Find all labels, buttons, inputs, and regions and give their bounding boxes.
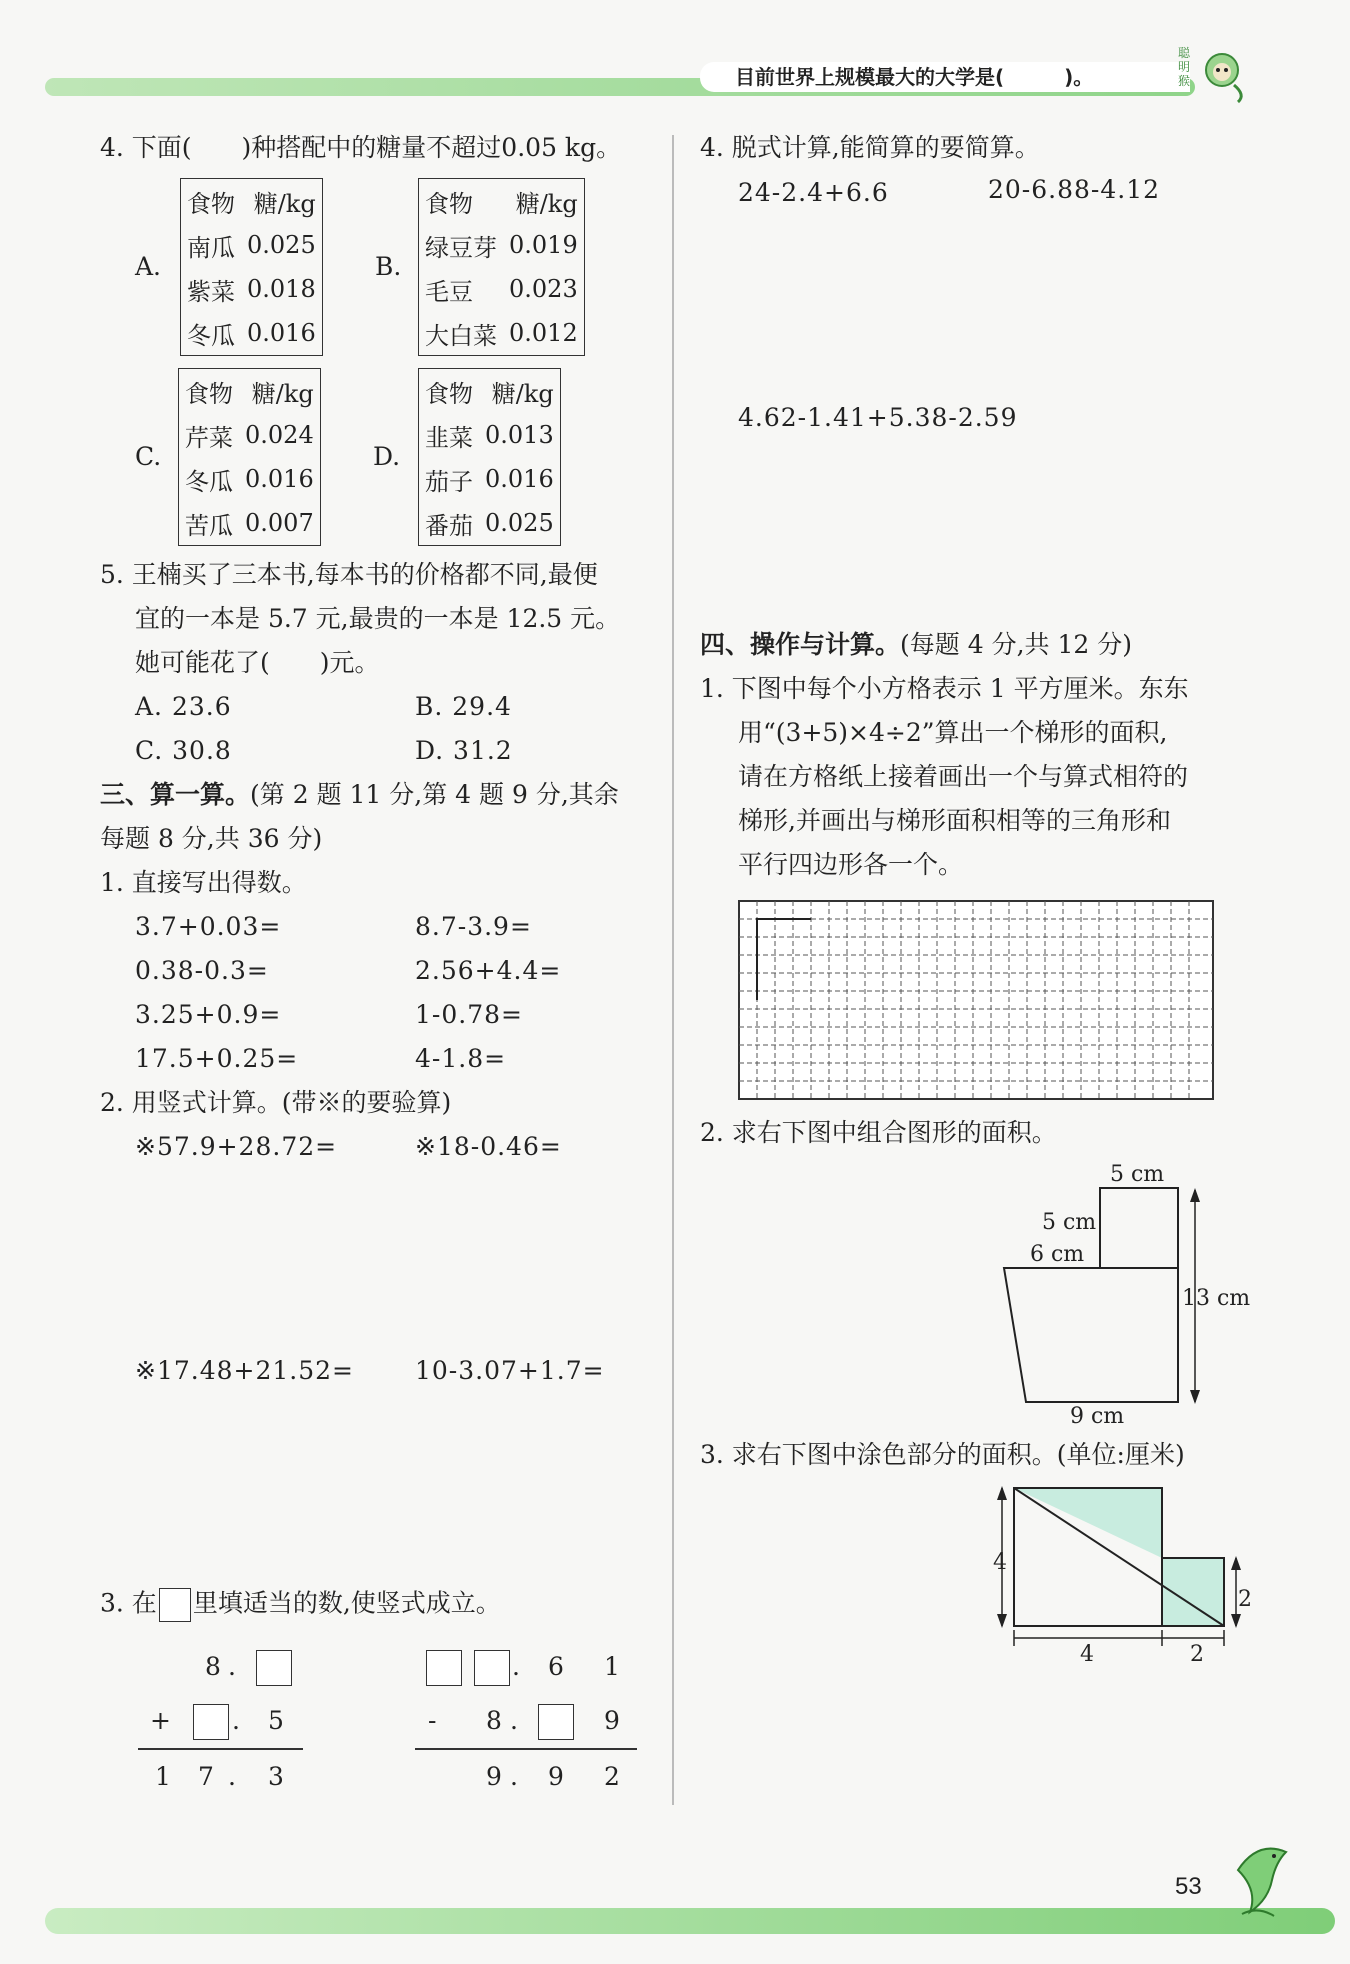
column-divider — [672, 135, 674, 1805]
v2-result: 9 — [486, 1762, 503, 1791]
s1-item: 4-1.8= — [415, 1044, 507, 1073]
label-5cm-top: 5 cm — [1110, 1162, 1165, 1187]
label-right-2: 2 — [1238, 1587, 1252, 1612]
label-bottom-4: 4 — [1080, 1642, 1094, 1667]
s2-item: ※18-0.46= — [415, 1132, 562, 1161]
v2-digit: . — [512, 1652, 521, 1681]
p1-line: 请在方格纸上接着画出一个与算式相符的 — [738, 762, 1189, 791]
v1-sum-line — [138, 1748, 303, 1750]
r-q4-expr: 24-2.4+6.6 — [738, 178, 889, 207]
v1-operator: + — [150, 1706, 172, 1735]
v1-result: 1 — [155, 1762, 172, 1791]
label-6cm: 6 cm — [1030, 1242, 1085, 1267]
label-bottom-2: 2 — [1190, 1642, 1204, 1667]
option-c-label: C. — [135, 442, 162, 471]
v1-digit: . — [228, 1652, 237, 1681]
option-b-label: B. — [375, 252, 402, 281]
v2-result: 9 — [548, 1762, 565, 1791]
v1-digit: . — [232, 1706, 241, 1735]
v2-digit: 6 — [548, 1652, 565, 1681]
v2-digit: 9 — [604, 1706, 621, 1735]
table-a: 食物 糖/kg 南瓜 0.025 紫菜 0.018 冬瓜 0.016 — [180, 178, 323, 356]
s1-item: 0.38-0.3= — [135, 956, 269, 985]
page-number: 53 — [1175, 1873, 1202, 1900]
s1-item: 1-0.78= — [415, 1000, 523, 1029]
q5-option-d: D. 31.2 — [415, 736, 513, 765]
v1-result: . — [228, 1762, 237, 1791]
q5-line1: 5. 王楠买了三本书,每本书的价格都不同,最便 — [100, 560, 598, 589]
s2-title: 2. 用竖式计算。(带※的要验算) — [100, 1088, 452, 1117]
label-5cm-side: 5 cm — [1042, 1210, 1097, 1235]
option-a-label: A. — [135, 252, 162, 281]
dolphin-icon — [1228, 1840, 1298, 1924]
q5-option-a: A. 23.6 — [135, 692, 232, 721]
v1-result: 3 — [268, 1762, 285, 1791]
table-c: 食物 糖/kg 芹菜 0.024 冬瓜 0.016 苦瓜 0.007 — [178, 368, 321, 546]
r-q4-expr: 4.62-1.41+5.38-2.59 — [738, 403, 1018, 432]
answer-box[interactable] — [256, 1650, 292, 1686]
logo-text: 聪明猴 — [1178, 46, 1191, 88]
section-4-header: 四、操作与计算。(每题 4 分,共 12 分) — [700, 630, 1132, 659]
v2-result: . — [510, 1762, 519, 1791]
section-3-note: 每题 8 分,共 36 分) — [100, 824, 323, 853]
s1-item: 2.56+4.4= — [415, 956, 562, 985]
s2-item: ※17.48+21.52= — [135, 1356, 354, 1385]
s1-item: 8.7-3.9= — [415, 912, 532, 941]
r-q4-title: 4. 脱式计算,能简算的要简算。 — [700, 133, 1040, 162]
answer-box[interactable] — [426, 1650, 462, 1686]
section-3-header: 三、算一算。(第 2 题 11 分,第 4 题 9 分,其余 — [100, 780, 619, 809]
table-d: 食物 糖/kg 韭菜 0.013 茄子 0.016 番茄 0.025 — [418, 368, 561, 546]
grid-paper[interactable] — [738, 900, 1218, 1106]
s2-item: ※57.9+28.72= — [135, 1132, 338, 1161]
s1-item: 3.25+0.9= — [135, 1000, 282, 1029]
v2-digit: . — [510, 1706, 519, 1735]
q5-line2: 宜的一本是 5.7 元,最贵的一本是 12.5 元。 — [135, 604, 621, 633]
q5-line3: 她可能花了( )元。 — [135, 648, 380, 677]
p1-line: 用“(3+5)×4÷2”算出一个梯形的面积, — [738, 718, 1168, 747]
p1-line: 梯形,并画出与梯形面积相等的三角形和 — [738, 806, 1171, 835]
v2-digit: 1 — [604, 1652, 621, 1681]
s1-item: 17.5+0.25= — [135, 1044, 299, 1073]
q4-text: 4. 下面( )种搭配中的糖量不超过0.05 kg。 — [100, 133, 622, 162]
v2-sum-line — [415, 1748, 637, 1750]
v2-result: 2 — [604, 1762, 621, 1791]
p3-title: 3. 求右下图中涂色部分的面积。(单位:厘米) — [700, 1440, 1185, 1469]
p2-title: 2. 求右下图中组合图形的面积。 — [700, 1118, 1057, 1147]
label-left-4: 4 — [993, 1550, 1007, 1575]
label-13cm: 13 cm — [1182, 1286, 1251, 1311]
table-b: 食物 糖/kg 绿豆芽 0.019 毛豆 0.023 大白菜 0.012 — [418, 178, 585, 356]
p1-line: 1. 下图中每个小方格表示 1 平方厘米。东东 — [700, 674, 1189, 703]
v2-digit: 8 — [486, 1706, 503, 1735]
answer-box[interactable] — [474, 1650, 510, 1686]
label-9cm: 9 cm — [1070, 1404, 1125, 1429]
v1-digit: 5 — [268, 1706, 285, 1735]
footer-band — [45, 1908, 1335, 1934]
s2-item: 10-3.07+1.7= — [415, 1356, 605, 1385]
v1-digit: 8 — [205, 1652, 222, 1681]
s3-title: 3. 在 里填适当的数,使竖式成立。 — [100, 1588, 501, 1622]
q5-option-b: B. 29.4 — [415, 692, 512, 721]
v2-operator: - — [428, 1706, 438, 1735]
q5-option-c: C. 30.8 — [135, 736, 232, 765]
shaded-figure — [990, 1480, 1250, 1664]
answer-box[interactable] — [538, 1704, 574, 1740]
header-quote: 目前世界上规模最大的大学是( )。 — [735, 65, 1094, 89]
s1-title: 1. 直接写出得数。 — [100, 868, 307, 897]
r-q4-expr: 20-6.88-4.12 — [988, 175, 1161, 204]
option-d-label: D. — [373, 442, 401, 471]
s1-item: 3.7+0.03= — [135, 912, 282, 941]
p1-line: 平行四边形各一个。 — [738, 850, 964, 879]
v1-result: 7 — [198, 1762, 215, 1791]
answer-box[interactable] — [193, 1704, 229, 1740]
